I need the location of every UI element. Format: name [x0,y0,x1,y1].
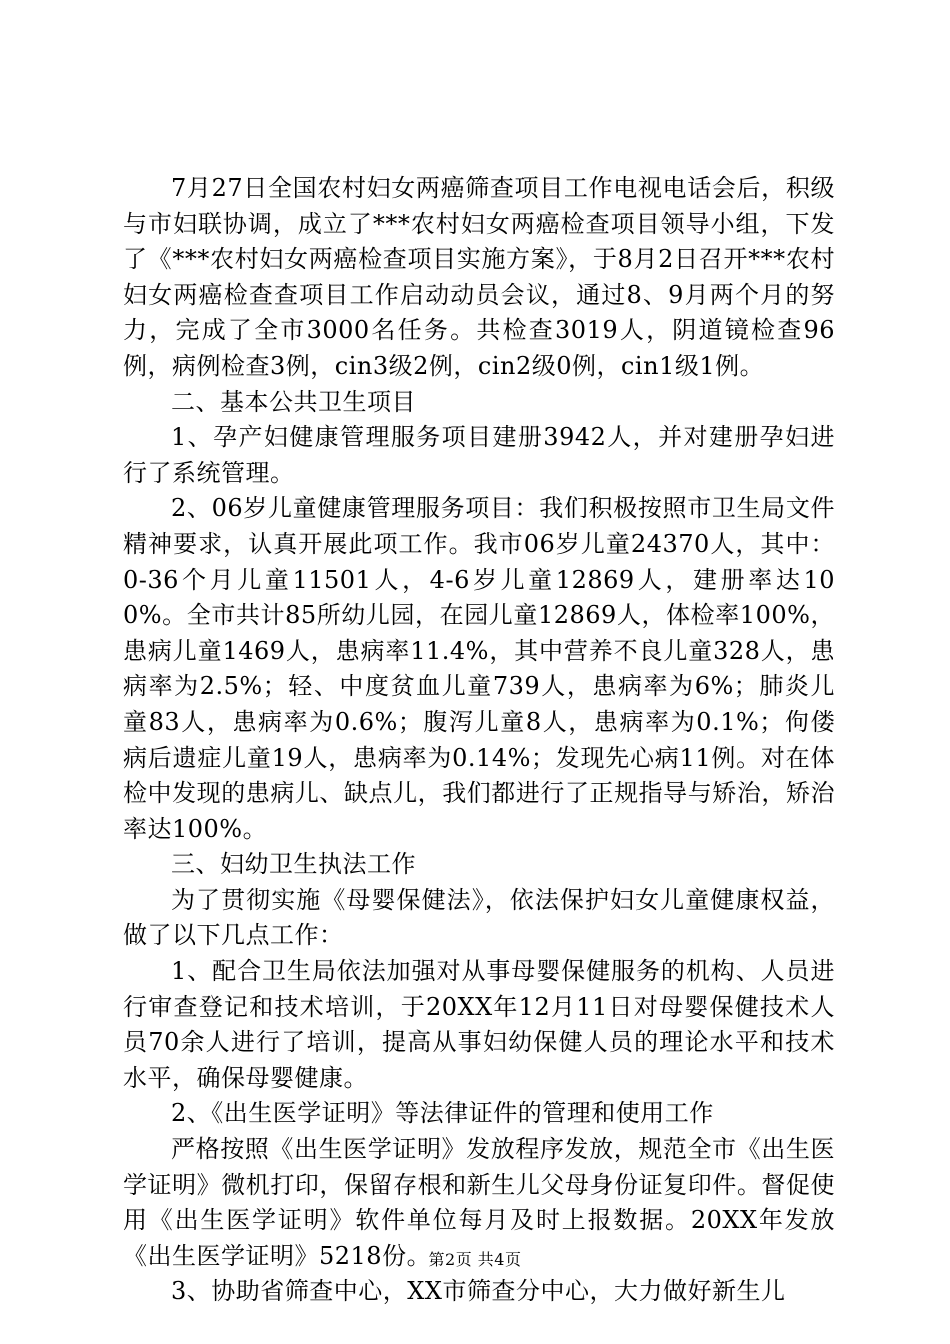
paragraph-two-cancer-screening: 7月27日全国农村妇女两癌筛查项目工作电视电话会后，积级与市妇联协调，成立了***农村妇女两癌检查项目领导小组，下发了《***农村妇女两癌检查项目实施方案》，于8月2日召开***农村妇女两癌检查查项目工作启动动员会议，通过8、9月两个月的努力，完成了全市3000名任务。共检查3019人，阴道镜检查96例，病例检查3例，cin3级2例，cin2级0例，cin1级1例。 [123,174,835,380]
paragraph-newborn-screening: 3、协助省筛查中心，XX市筛查分中心，大力做好新生儿 [171,1277,786,1306]
heading-law-enforcement: 三、妇幼卫生执法工作 [171,850,416,879]
paragraph-law-intro: 为了贯彻实施《母婴保健法》，依法保护妇女儿童健康权益，做了以下几点工作： [123,885,835,950]
document-body [123,171,835,1310]
paragraph-maternal-health: 1、孕产妇健康管理服务项目建册3942人，并对建册孕妇进行了系统管理。 [123,423,835,487]
paragraph-birth-certificate: 严格按照《出生医学证明》发放程序发放，规范全市《出生医学证明》微机打印，保留存根和新生儿父母身份证复印件。督促使用《出生医学证明》软件单位每月及时上报数据。20XX年发放《出生医学证明》5218份。 [123,1135,835,1270]
paragraph-child-health: 2、06岁儿童健康管理服务项目：我们积极按照市卫生局文件精神要求，认真开展此项工作。我市06岁儿童24370人，其中：0-36个月儿童11501人，4-6岁儿童12869人，建册率达100%。全市共计85所幼儿园，在园儿童12869人，体检率100%，患病儿童1469人，患病率11.4%，其中营养不良儿童328人，患病率为2.5%；轻、中度贫血儿童739人，患病率为6%；肺炎儿童83人，患病率为0.6%；腹泻儿童8人，患病率为0.1%；佝偻病后遗症儿童19人，患病率为0.14%；发现先心病11例。对在体检中发现的患病儿、缺点儿，我们都进行了正规指导与矫治，矫治率达100%。 [123,494,835,843]
heading-basic-public-health: 二、基本公共卫生项目 [171,387,416,416]
page-footer: 第2页 共4页 [428,1250,522,1269]
paragraph-training: 1、配合卫生局依法加强对从事母婴保健服务的机构、人员进行审查登记和技术培训，于20XX年12月11日对母婴保健技术人员70余人进行了培训，提高从事妇幼保健人员的理论水平和技术水平，确保母婴健康。 [123,957,835,1092]
heading-birth-certificate: 2、《出生医学证明》等法律证件的管理和使用工作 [171,1099,714,1128]
